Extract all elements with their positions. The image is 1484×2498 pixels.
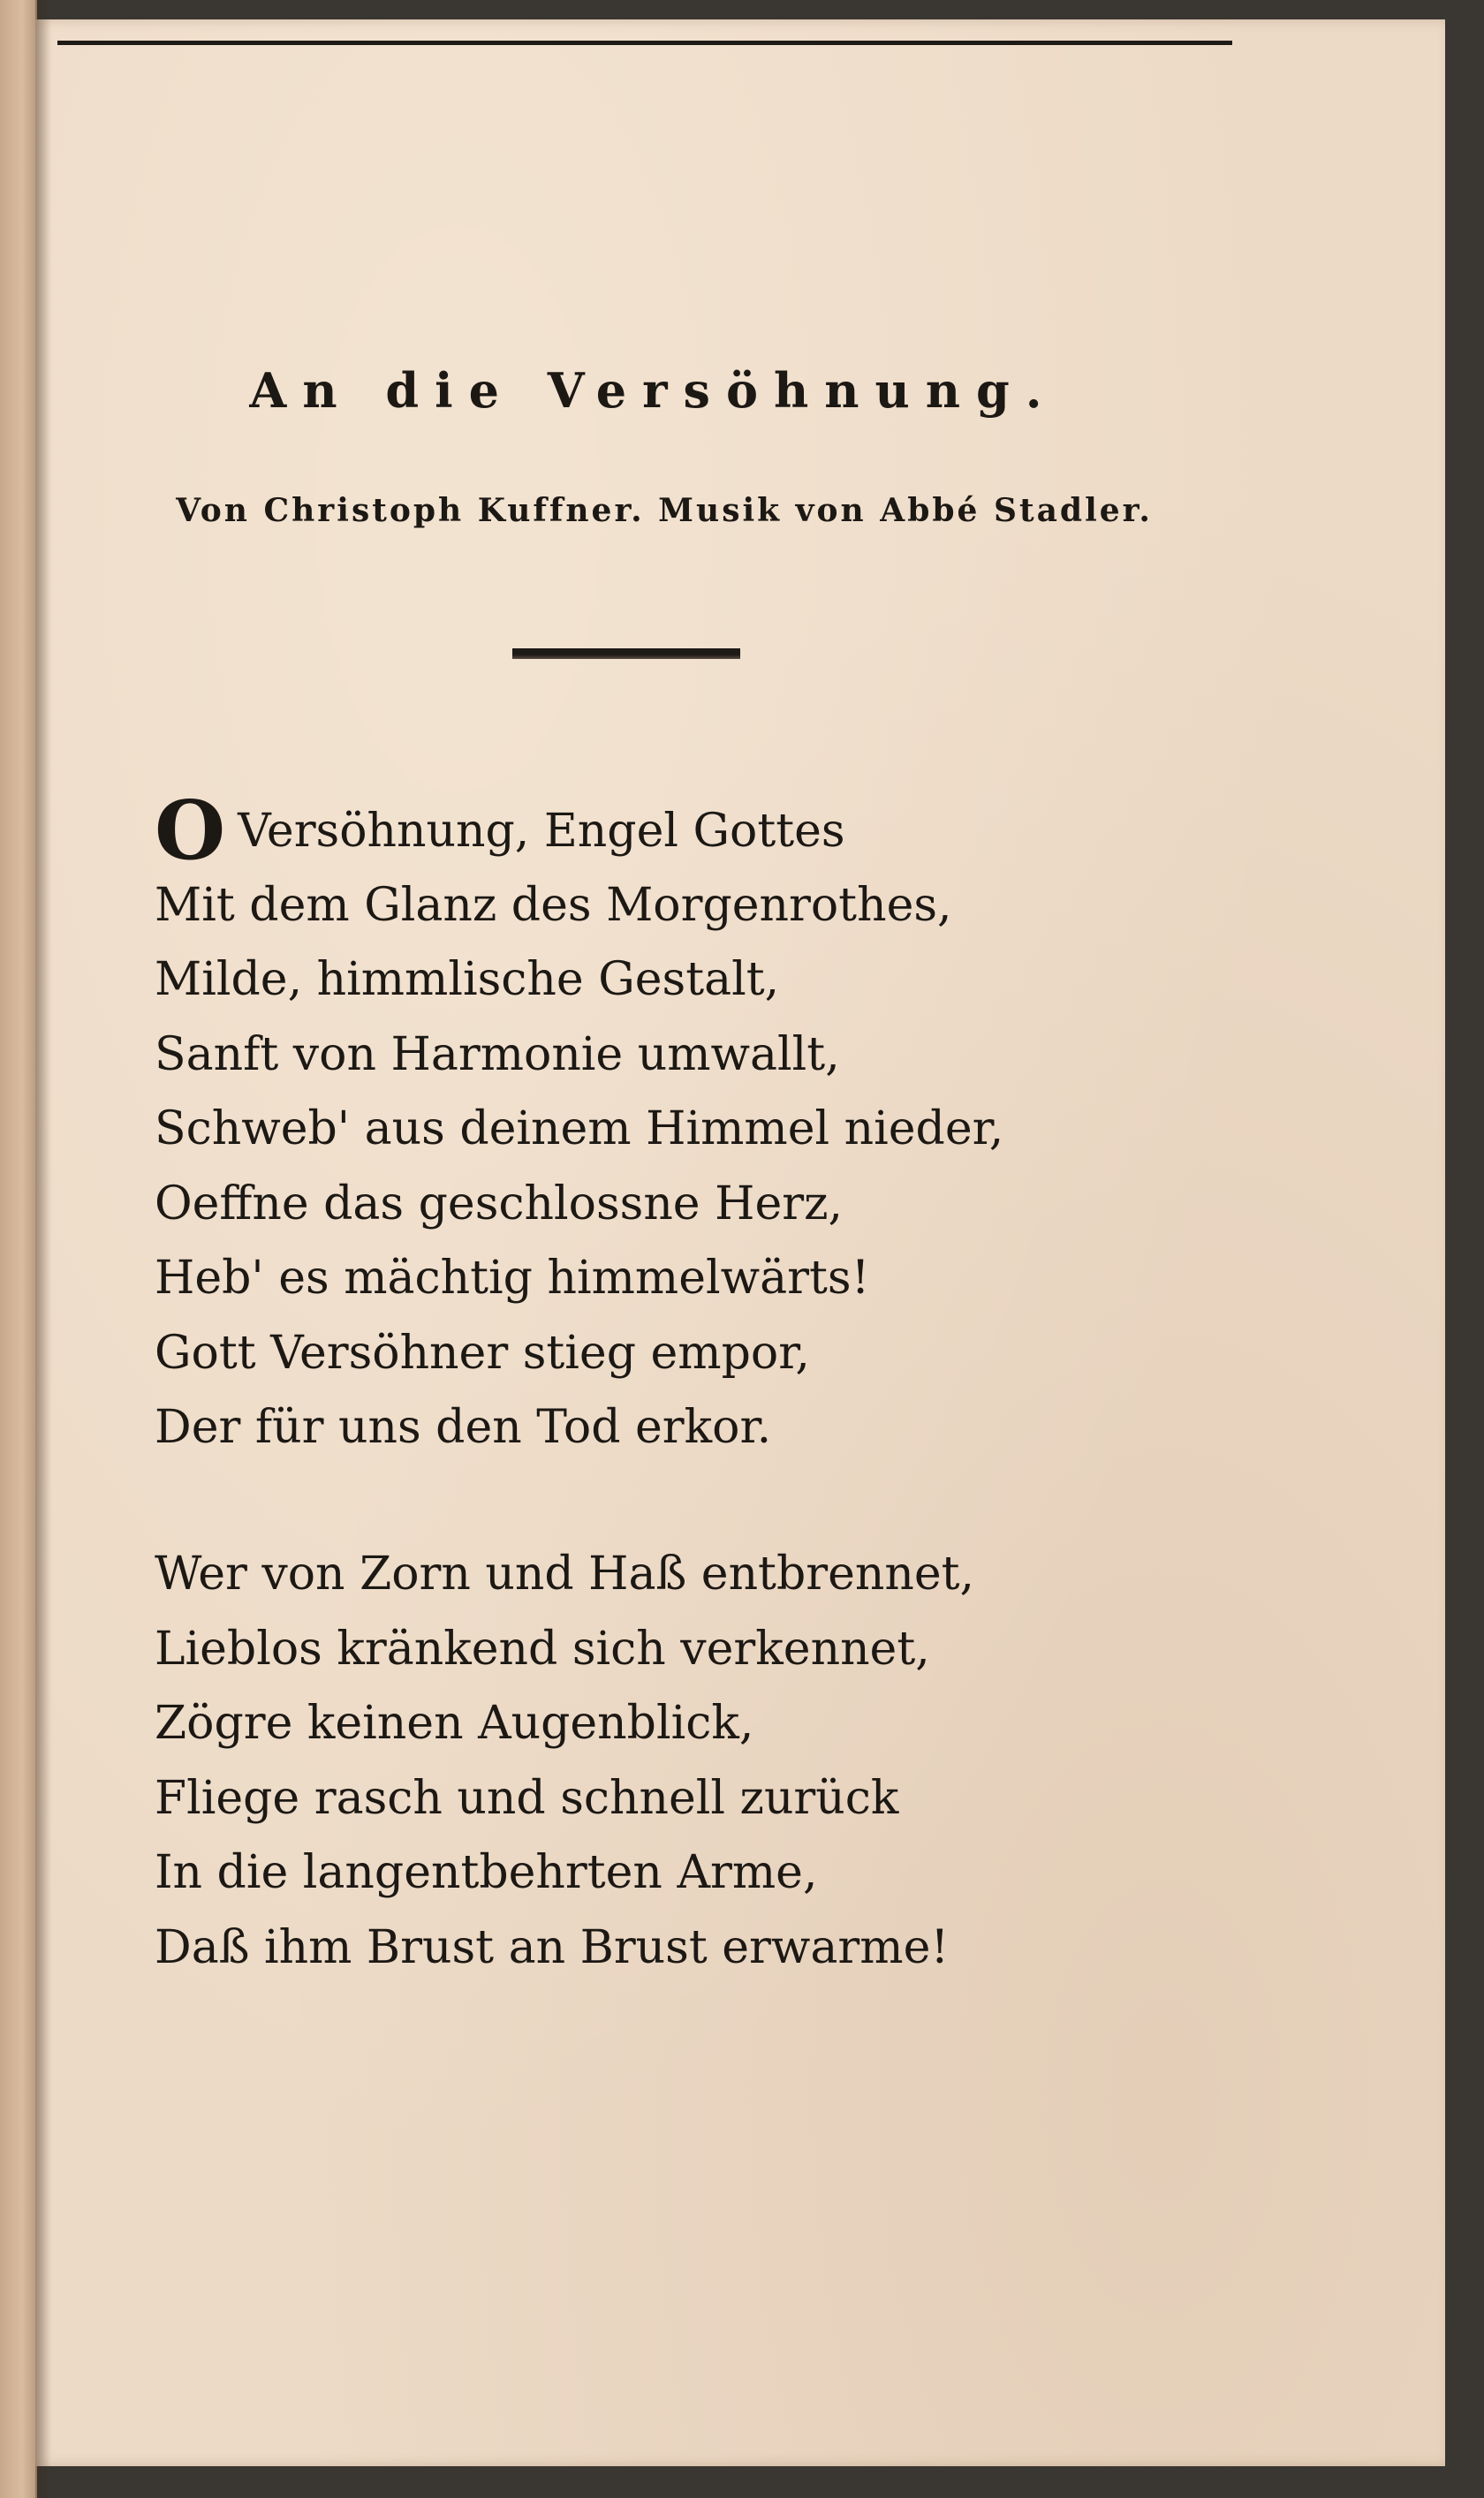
drop-cap: O — [155, 783, 226, 878]
poem-title: An die Versöhnung. — [249, 362, 1058, 419]
book-page — [35, 19, 1445, 2466]
verse-line — [155, 783, 1003, 878]
verse-line: Heb' es mächtig himmelwärts! — [155, 1252, 870, 1305]
verse-line: In die langentbehrten Arme, — [155, 1846, 818, 1899]
verse-line: Daß ihm Brust an Brust erwarme! — [155, 1920, 950, 1974]
verse-line: Oeffne das geschlossne Herz, — [155, 1177, 844, 1230]
verse-line: Zögre keinen Augenblick, — [155, 1697, 754, 1750]
verse-line: Wer von Zorn und Haß entbrennet, — [155, 1548, 975, 1601]
verse-line: Fliege rasch und schnell zurück — [155, 1771, 899, 1825]
verse-line: Sanft von Harmonie umwallt, — [155, 1027, 840, 1081]
verse-line: Mit dem Glanz des Morgenrothes, — [155, 878, 952, 932]
verse-line: Schweb' aus deinem Himmel nieder, — [155, 1102, 1004, 1155]
verse-line: Der für uns den Tod erkor. — [155, 1401, 772, 1454]
ornamental-rule — [512, 648, 740, 659]
stanza-2 — [155, 1537, 974, 1985]
spine-shadow — [35, 0, 51, 2498]
verse-line: Lieblos kränkend sich verkennet, — [155, 1622, 930, 1676]
verse-line: Milde, himmlische Gestalt, — [155, 953, 780, 1006]
poem-byline: Von Christoph Kuffner. Musik von Abbé Stadler. — [176, 492, 1153, 529]
previous-page-edge — [0, 0, 37, 2498]
verse-line-text: Versöhnung, Engel Gottes — [238, 805, 845, 858]
stanza-1 — [155, 783, 1004, 1465]
verse-line: Gott Versöhner stieg empor, — [155, 1326, 810, 1380]
top-rule — [57, 41, 1232, 45]
